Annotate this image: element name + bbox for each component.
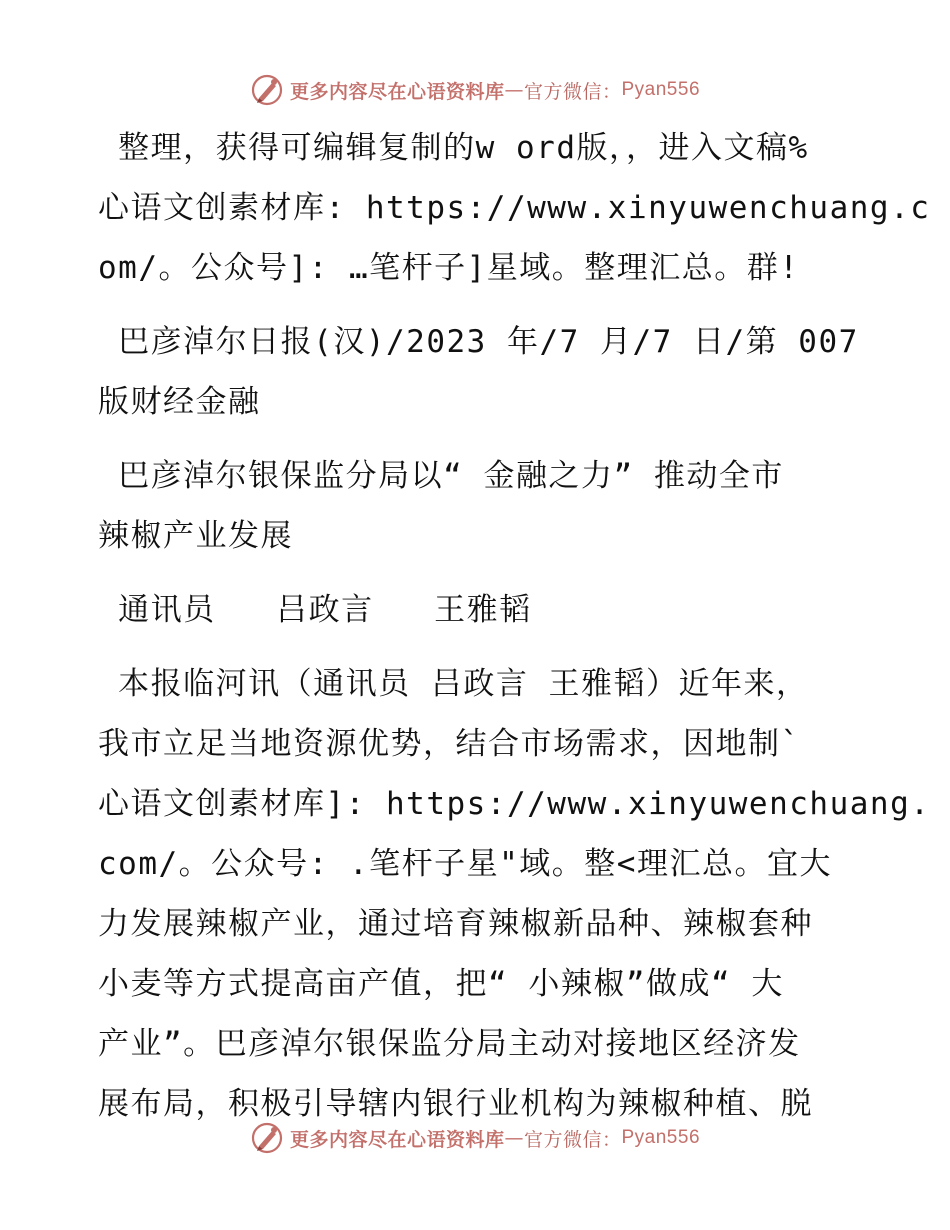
banner-wechat-id: Pyan556 bbox=[621, 1127, 701, 1148]
banner-main-text: 更多内容尽在心语资料库 bbox=[289, 1128, 505, 1151]
text-line: 本报临河讯（通讯员 吕政言 王雅韬）近年来， bbox=[98, 666, 809, 702]
banner-wechat-label: 官方微信： bbox=[523, 1128, 622, 1151]
banner-text bbox=[290, 1125, 700, 1152]
text-line: 力发展辣椒产业，通过培育辣椒新品种、辣椒套种 bbox=[98, 906, 813, 942]
text-line: com/。公众号: .笔杆子星"域。整<理汇总。宜大 bbox=[98, 846, 832, 882]
document-body bbox=[98, 118, 931, 1134]
text-line: 小麦等方式提高亩产值，把“ 小辣椒”做成“ 大 bbox=[98, 966, 784, 1002]
text-line: 版财经金融 bbox=[98, 384, 261, 420]
paragraph-headline bbox=[98, 446, 858, 566]
text-line: 巴彦淖尔日报(汉)/2023 年/7 月/7 日/第 007 bbox=[98, 324, 859, 360]
text-line: 整理，获得可编辑复制的w ord版，，进入文稿% bbox=[98, 130, 809, 166]
pen-logo-icon bbox=[250, 73, 284, 107]
pen-logo-icon bbox=[250, 1121, 284, 1155]
text-line: 心语文创素材库]: https://www.xinyuwenchuang. bbox=[98, 786, 931, 822]
paragraph-intro bbox=[98, 118, 931, 298]
text-line: 产业”。巴彦淖尔银保监分局主动对接地区经济发 bbox=[98, 1026, 801, 1062]
paragraph-body bbox=[98, 654, 931, 1134]
text-line: 展布局，积极引导辖内银行业机构为辣椒种植、脱 bbox=[98, 1086, 813, 1122]
footer-banner bbox=[0, 1118, 950, 1158]
header-banner bbox=[0, 70, 950, 110]
banner-text bbox=[290, 77, 700, 104]
paragraph-byline bbox=[98, 580, 858, 640]
banner-main-text: 更多内容尽在心语资料库 bbox=[289, 80, 505, 103]
banner-wechat-label: 官方微信： bbox=[523, 80, 622, 103]
text-line: 通讯员 吕政言 王雅韬 bbox=[98, 592, 532, 628]
banner-wechat-id: Pyan556 bbox=[621, 79, 701, 100]
text-line: 我市立足当地资源优势，结合市场需求，因地制` bbox=[98, 726, 801, 762]
text-line: 心语文创素材库: https://www.xinyuwenchuang.c bbox=[98, 190, 931, 226]
banner-separator: — bbox=[504, 79, 524, 101]
text-line: om/。公众号]: …笔杆子]星域。整理汇总。群! bbox=[98, 250, 800, 286]
text-line: 辣椒产业发展 bbox=[98, 518, 293, 554]
text-line: 巴彦淖尔银保监分局以“ 金融之力” 推动全市 bbox=[98, 458, 784, 494]
paragraph-source bbox=[98, 312, 858, 432]
banner-separator: — bbox=[504, 1127, 524, 1149]
